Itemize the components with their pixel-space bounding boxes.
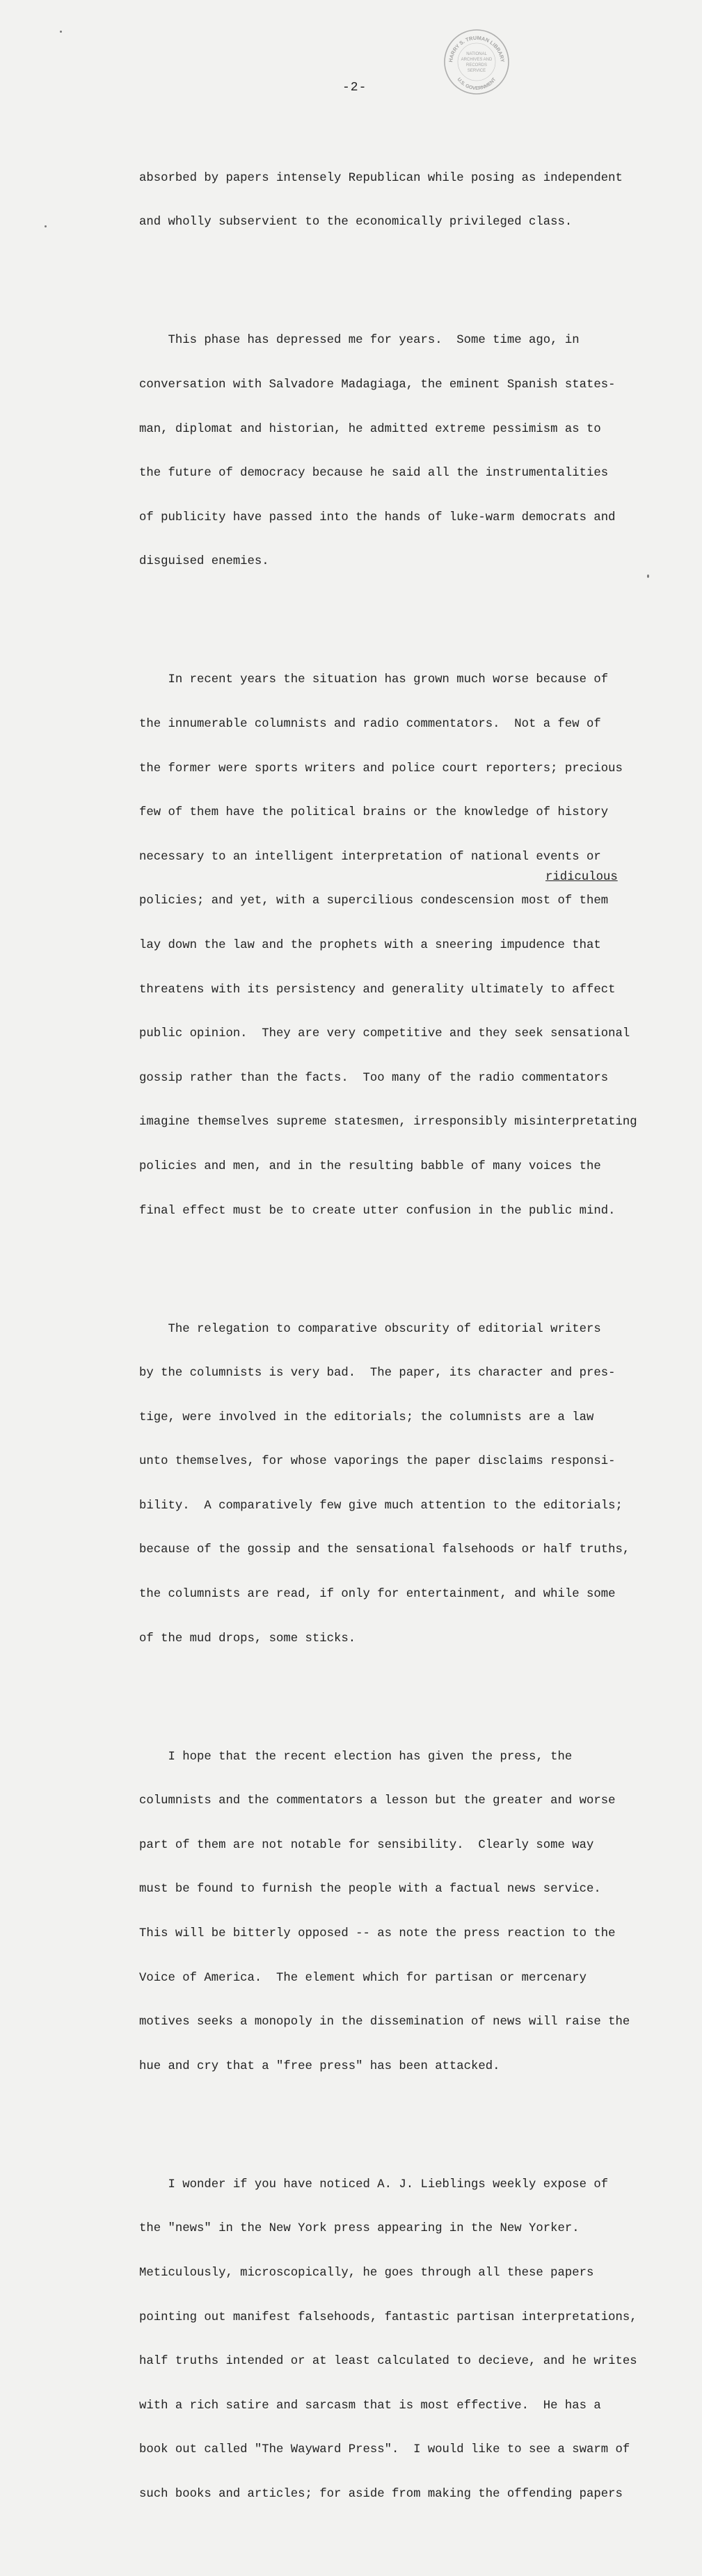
catchword: ridiculous	[545, 871, 618, 884]
paragraph	[139, 141, 668, 259]
text-line: the "news" in the New York press appearing in the New Yorker.	[139, 2222, 580, 2236]
text-line: columnists and the commentators a lesson but the greater and worse	[139, 1794, 616, 1808]
text-line: part of them are not notable for sensibility. Clearly some way	[139, 1838, 594, 1852]
text-line: absorbed by papers intensely Republican while posing as independent	[139, 171, 623, 185]
text-line: public opinion. They are very competitive and they seek sensational	[139, 1027, 630, 1041]
stamp-line-3: RECORDS	[465, 63, 488, 67]
text-line: book out called "The Wayward Press". I would like to see a swarm of	[139, 2443, 630, 2457]
svg-text:U.S. GOVERNMENT	[456, 77, 497, 91]
text-line: Meticulously, microscopically, he goes through all these papers	[139, 2267, 594, 2280]
paragraph	[139, 643, 668, 1248]
text-line: This phase has depressed me for years. Some time ago, in	[139, 334, 580, 348]
text-line: hue and cry that a "free press" has been attacked.	[139, 2059, 500, 2073]
text-line: the former were sports writers and police court reporters; precious	[139, 762, 623, 775]
text-line: I wonder if you have noticed A. J. Lieblings weekly expose of	[139, 2177, 609, 2191]
text-line: because of the gossip and the sensational falsehoods or half truths,	[139, 1543, 630, 1557]
text-line: must be found to furnish the people with a factual news service.	[139, 1883, 601, 1897]
text-line: This will be bitterly opposed -- as note the press reaction to the	[139, 1927, 616, 1941]
text-line: threatens with its persistency and generality ultimately to affect	[139, 983, 616, 997]
text-line: The relegation to comparative obscurity of editorial writers	[139, 1322, 601, 1336]
text-line: Voice of America. The element which for partisan or mercenary	[139, 1971, 587, 1985]
text-line: In recent years the situation has grown much worse because of	[139, 673, 609, 687]
text-line: imagine themselves supreme statesmen, irresponsibly misinterpretating	[139, 1116, 637, 1129]
text-line: pointing out manifest falsehoods, fantastic partisan interpretations,	[139, 2310, 637, 2324]
stamp-arc-bottom: U.S. GOVERNMENT	[456, 77, 497, 92]
text-line: man, diplomat and historian, he admitted extreme pessimism as to	[139, 422, 601, 436]
text-line: policies and men, and in the resulting babble of many voices the	[139, 1159, 601, 1173]
stamp-line-4: SERVICE	[467, 69, 486, 73]
stamp-line-2: ARCHIVES AND	[461, 58, 493, 62]
text-line: disguised enemies.	[139, 555, 269, 569]
text-line: conversation with Salvadore Madagiaga, the eminent Spanish states-	[139, 378, 616, 392]
paragraph	[139, 1720, 668, 2103]
stamp-arc-top: HARRY S. TRUMAN LIBRARY	[447, 34, 506, 63]
text-line: of publicity have passed into the hands of luke-warm democrats and	[139, 510, 616, 524]
text-line: unto themselves, for whose vaporings the paper disclaims responsi-	[139, 1455, 616, 1469]
text-line: by the columnists is very bad. The paper, its character and pres-	[139, 1367, 616, 1380]
text-line: and wholly subservient to the economically privileged class.	[139, 216, 573, 230]
text-line: the columnists are read, if only for entertainment, and while some	[139, 1588, 616, 1602]
paper-speck	[647, 574, 649, 578]
letter-body	[139, 112, 668, 2576]
text-line: few of them have the political brains or the knowledge of history	[139, 806, 609, 820]
text-line: final effect must be to create utter confusion in the public mind.	[139, 1204, 616, 1218]
text-line: the innumerable columnists and radio commentators. Not a few of	[139, 717, 601, 731]
archive-stamp	[442, 28, 511, 96]
stamp-line-1: NATIONAL	[466, 52, 487, 56]
page-number: -2-	[342, 81, 367, 95]
text-line: such books and articles; for aside from making the offending papers	[139, 2487, 623, 2501]
text-line: motives seeks a monopoly in the dissemination of news will raise the	[139, 2015, 630, 2029]
text-line: bility. A comparatively few give much attention to the editorials;	[139, 1499, 623, 1513]
paper-speck	[60, 31, 62, 33]
paper-speck	[45, 225, 47, 227]
paragraph	[139, 2148, 668, 2531]
paragraph	[139, 304, 668, 599]
text-line: gossip rather than the facts. Too many of the radio commentators	[139, 1071, 609, 1085]
text-line: with a rich satire and sarcasm that is most effective. He has a	[139, 2399, 601, 2413]
text-line: policies; and yet, with a supercilious condescension most of them	[139, 894, 609, 908]
text-line: tige, were involved in the editorials; the columnists are a law	[139, 1410, 594, 1424]
text-line: of the mud drops, some sticks.	[139, 1632, 356, 1645]
text-line: I hope that the recent election has given the press, the	[139, 1750, 573, 1764]
archive-stamp-seal	[442, 28, 511, 96]
text-line: half truths intended or at least calculated to decieve, and he writes	[139, 2355, 637, 2369]
text-line: necessary to an intelligent interpretation of national events or	[139, 850, 601, 864]
text-line: lay down the law and the prophets with a sneering impudence that	[139, 938, 601, 952]
paragraph	[139, 1292, 668, 1675]
text-line: the future of democracy because he said all the instrumentalities	[139, 467, 609, 481]
